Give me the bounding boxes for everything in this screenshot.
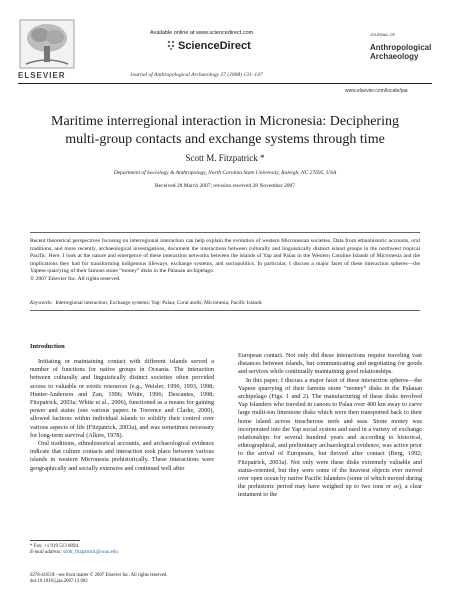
title-line1: Maritime interregional interaction in Micronesia: Deciphering — [51, 114, 399, 129]
left-column — [30, 352, 214, 473]
abstract-text: Recent theoretical perspectives focusing on interregional interaction can help explain the evolution of western Micronesian societies. Data from ethnohistoric accounts, oral traditions, and more recently, archaeological investigations, document the interactions between culturally and linguistically distinct island groups in the northwest tropical Pacific. Here, I look at the nature and emergence of these interaction networks between the islands of Yap and Palau in the Western Caroline Islands of Micronesia and the implications they had for transforming indigenous lifeways, exchange systems, and sociopolitics. In particular, I discuss a major facet of these interaction spheres—the Yapese quarrying of their famous stone “money” disks in the Palauan archipelago. — [30, 238, 420, 274]
abstract-top-divider — [30, 232, 420, 233]
paragraph-3: European contact. Not only did these interactions require traveling vast distances between islands, but communicating and negotiating for goods and services while continually maintaining good relationships. — [238, 352, 422, 376]
journal-name-line2: Archaeology — [370, 52, 419, 61]
email-link[interactable]: scott_fitzpatrick@ncsu.edu — [63, 550, 118, 556]
email-label: E-mail address: — [30, 550, 62, 556]
paragraph-1: Initiating or maintaining contact with different islands served a number of functions for native groups in Oceania. The interaction between culturally and linguistically distinct societies often provided access to valuable or exotic resources (e.g., Weisler, 1990, 1993, 1998; Hunter-Anderson and Zan, 1996; White, 1996; Descantes, 1998; Fitzpatrick, 2003a; White et al., 2006), functioned as a means for gaining power and status (see various papers in Torrence and Clarke, 2000), allowed factions within individual islands to solidify their control over various aspects of life (Fitzpatrick, 2003a), and was sometimes necessary for long-term survival (Alkire, 1978). — [30, 358, 214, 439]
keywords-list: Interregional interaction; Exchange systems; Yap; Palau; Coral atolls; Micronesia; Pacific Islands — [55, 300, 262, 306]
journal-of-label: JOURNAL OF — [370, 32, 396, 37]
article-title — [30, 113, 420, 149]
journal-name — [370, 43, 450, 61]
doi-line[interactable]: doi:10.1016/j.jaa.2007.12.002 — [30, 579, 88, 584]
author-name: Scott M. Fitzpatrick * — [185, 153, 265, 163]
footnote — [30, 544, 118, 557]
sciencedirect-logo: ScienceDirect — [178, 40, 251, 52]
footnote-fax: * Fax: +1 919 513 0094. — [30, 544, 80, 549]
paragraph-2: Oral traditions, ethnohistorical accounts, and archaeological evidence indicate that culture contacts and interaction took place between various islands in western Micronesia prehistorically. These interactions were geographically and socially extensive and continued well after — [30, 440, 214, 472]
header-divider — [18, 83, 432, 84]
journal-url-link[interactable]: www.elsevier.com/locate/jaa — [345, 88, 408, 94]
issn-line: 0278-4165/$ - see front matter © 2007 Elsevier Inc. All rights reserved. — [30, 573, 168, 578]
available-online-text: Available online at www.sciencedirect.com — [150, 30, 254, 36]
journal-citation: Journal of Anthropological Archaeology 27 (2008) 131–147 — [130, 72, 263, 78]
keywords — [30, 300, 420, 306]
publisher-name: ELSEVIER — [18, 71, 66, 80]
title-line2: multi-group contacts and exchange systems through time — [65, 132, 385, 147]
received-dates: Received 28 March 2007; revision received 28 November 2007 — [155, 183, 295, 189]
right-column — [238, 352, 422, 500]
keywords-divider — [30, 310, 420, 311]
author-affiliation: Department of Sociology & Anthropology, North Carolina State University, Raleigh, NC 27695, USA — [113, 170, 337, 176]
sciencedirect-dots-icon — [167, 40, 177, 50]
footnote-email-row — [30, 550, 118, 556]
footnote-divider — [30, 540, 80, 541]
abstract — [30, 238, 420, 283]
paragraph-4: In this paper, I discuss a major facet of these interaction spheres—the Yapese quarrying of their famous stone “money” disks in the Palauan archipelago (Figs. 1 and 2). The manufacturing of these disks involved Yap Islanders who traveled in canoes to Palau over 400 km away to carve large multi-ton limestone disks which were then transported back to their home island across treacherous reefs and seas. Stone money was incorporated into the Yap social system and used in a variety of exchange relationships for several hundred years and according to historical, ethnographical, and preliminary archaeological evidence, was active prior to the arrival of Europeans, but thrived after contact (Berg, 1992; Fitzpatrick, 2003a). Not only were these disks extremely valuable and status-oriented, but they were some of the heaviest objects ever moved over open ocean by native Pacific Islanders (some of which moved during the prehistoric period may have weighed up to two tons or so), a clear testament to the — [238, 376, 422, 499]
copyright-line: © 2007 Elsevier Inc. All rights reserved. — [30, 275, 121, 282]
keywords-label: Keywords: — [30, 300, 53, 306]
elsevier-tree-logo — [18, 18, 76, 70]
bottom-info — [30, 573, 168, 585]
section-heading: Introduction — [30, 343, 65, 350]
journal-name-line1: Anthropological — [370, 43, 432, 52]
